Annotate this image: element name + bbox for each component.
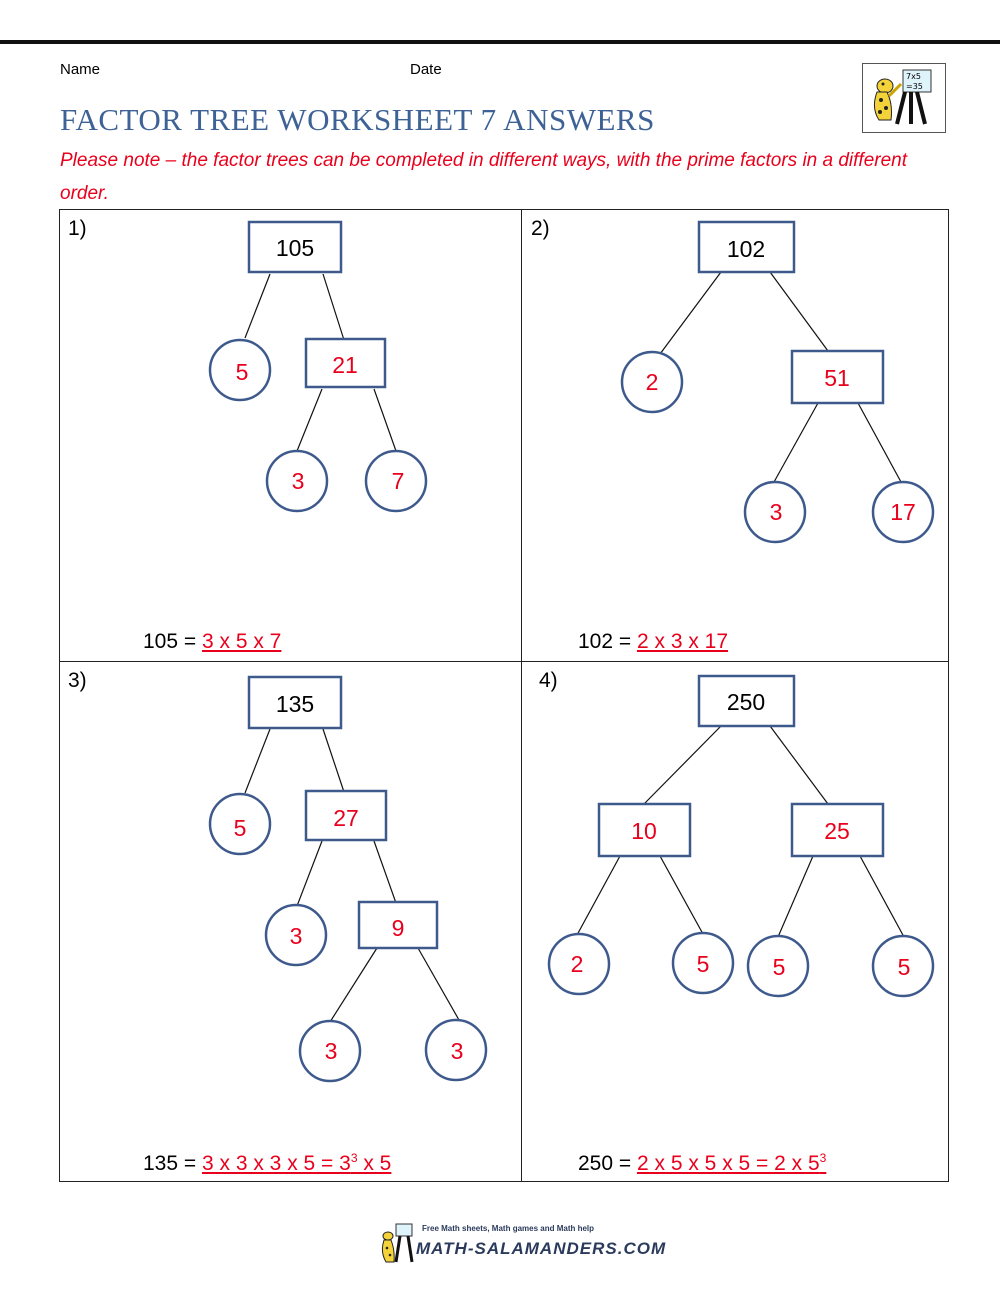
p4-edge <box>860 856 904 937</box>
p4-label-5c: 5 <box>897 954 911 980</box>
p3-edge <box>374 841 396 903</box>
p2-edge <box>858 403 901 482</box>
p4-eq-answer-pre: 2 x 5 x 5 x 5 = 2 x 5 <box>636 1152 820 1175</box>
p4-edge <box>660 856 703 934</box>
p3-eq-exponent: 3 <box>350 1151 358 1165</box>
p1-edge <box>297 389 322 451</box>
p3-eq-answer-post: x 5 <box>357 1152 392 1175</box>
p3-edge <box>245 729 270 793</box>
p3-edge <box>330 948 377 1022</box>
name-label: Name <box>60 61 101 78</box>
p2-eq-lhs: 102 = <box>578 630 637 653</box>
p1-label-7: 7 <box>391 468 405 494</box>
p1-label-5: 5 <box>235 359 249 385</box>
p4-label-5a: 5 <box>696 951 710 977</box>
p2-label-3: 3 <box>769 499 783 525</box>
p2-label-17: 17 <box>890 499 916 525</box>
p2-equation <box>578 630 728 654</box>
footer-tagline: Free Math sheets, Math games and Math help <box>422 1224 595 1233</box>
p4-edge <box>644 726 721 804</box>
p3-root-label: 135 <box>275 691 315 717</box>
p2-label-51: 51 <box>824 365 850 391</box>
p1-label-21: 21 <box>332 352 358 378</box>
problem-3-number: 3) <box>68 669 87 692</box>
p3-label-5: 5 <box>233 815 247 841</box>
p2-label-2: 2 <box>645 369 659 395</box>
footer-salamander-icon <box>378 1222 418 1270</box>
p4-label-5b: 5 <box>772 954 786 980</box>
p1-eq-answer: 3 x 5 x 7 <box>201 630 282 653</box>
p3-eq-lhs: 135 = <box>143 1152 202 1175</box>
p4-eq-answer <box>637 1152 826 1175</box>
p1-edge <box>245 274 270 338</box>
p3-eq-answer-pre: 3 x 3 x 3 x 5 = 3 <box>201 1152 351 1175</box>
p4-edge <box>770 726 828 804</box>
p3-edge <box>418 948 459 1020</box>
p4-eq-exponent: 3 <box>819 1151 827 1165</box>
p3-label-3: 3 <box>289 923 303 949</box>
footer-site-name: MATH-SALAMANDERS.COM <box>416 1239 667 1258</box>
p2-edge <box>774 403 818 482</box>
p1-eq-lhs: 105 = <box>143 630 202 653</box>
p1-edge <box>374 389 396 451</box>
p4-label-2: 2 <box>570 951 584 977</box>
p2-edge <box>660 272 721 354</box>
p3-label-3a: 3 <box>324 1038 338 1064</box>
p3-edge <box>297 841 322 906</box>
p1-root-label: 105 <box>275 235 315 261</box>
p4-eq-lhs: 250 = <box>578 1152 637 1175</box>
svg-text:7x5: 7x5 <box>906 72 921 81</box>
p1-equation <box>143 630 281 654</box>
p3-label-9: 9 <box>391 915 405 941</box>
p4-edge <box>577 856 620 935</box>
p3-eq-answer <box>202 1152 391 1175</box>
p4-root-label: 250 <box>726 689 766 715</box>
site-footer <box>378 1222 667 1270</box>
instruction-note: Please note – the factor trees can be completed in different ways, with the prime factors in a different order. <box>60 150 908 204</box>
svg-text:=35: =35 <box>906 82 923 91</box>
p1-label-3: 3 <box>291 468 305 494</box>
p4-edge <box>778 856 813 937</box>
problem-4-number: 4) <box>539 669 558 692</box>
problem-2-number: 2) <box>531 217 550 240</box>
p3-edge <box>323 729 344 792</box>
p4-equation <box>578 1151 826 1176</box>
p3-label-3b: 3 <box>450 1038 464 1064</box>
p2-root-label: 102 <box>726 236 766 262</box>
p4-label-25: 25 <box>824 818 850 844</box>
page-title: FACTOR TREE WORKSHEET 7 ANSWERS <box>60 102 655 137</box>
p2-edge <box>770 272 828 351</box>
p2-eq-answer: 2 x 3 x 17 <box>636 630 729 653</box>
p4-label-10: 10 <box>631 818 657 844</box>
date-label: Date <box>410 61 442 78</box>
p1-edge <box>323 274 344 340</box>
p3-equation <box>143 1151 391 1176</box>
p3-label-27: 27 <box>333 805 359 831</box>
problem-1-number: 1) <box>68 217 87 240</box>
